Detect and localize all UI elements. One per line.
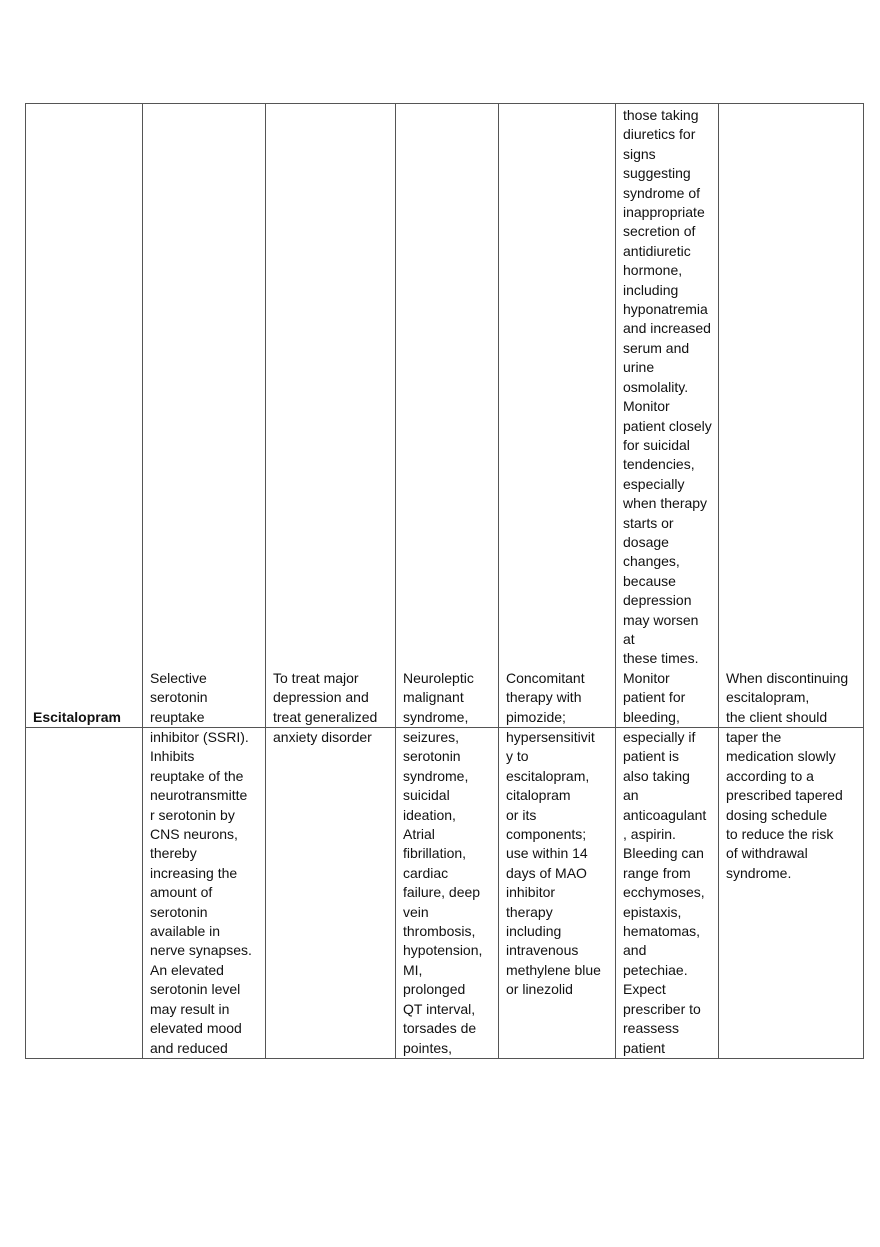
adverse-effects-text: Neuroleptic malignant syndrome,	[403, 669, 474, 725]
adverse-effects-cell	[396, 104, 499, 728]
nursing-considerations-text-continued: especially if patient is also taking an anticoagulant , aspirin. Bleeding can range from ecchymoses, epistaxis, hematomas, and petechiae. Expect prescriber to reassess patient	[623, 729, 707, 1056]
client-education-cell	[719, 104, 864, 728]
indication-text-continued: anxiety disorder	[273, 729, 372, 745]
contraindications-cell-continued	[499, 728, 616, 1059]
table-row	[26, 728, 864, 1059]
adverse-effects-text-continued: seizures, serotonin syndrome, suicidal ideation, Atrial fibrillation, cardiac failure, deep vein thrombosis, hypotension, MI, prolonged QT interval, torsades de pointes,	[403, 729, 483, 1056]
classification-cell-continued	[143, 728, 266, 1059]
classification-text: Selective serotonin reuptake	[150, 669, 208, 725]
client-education-text-continued: taper the medication slowly according to a prescribed tapered dosing schedule to reduce the risk of withdrawal syndrome.	[726, 729, 843, 881]
classification-text-continued: inhibitor (SSRI). Inhibits reuptake of the neurotransmitte r serotonin by CNS neurons, thereby increasing the amount of serotonin available in nerve synapses. An elevated serotonin level may result in elevated mood and reduced	[150, 729, 252, 1056]
table-row	[26, 104, 864, 728]
contraindications-text: Concomitant therapy with pimozide;	[506, 669, 585, 725]
indication-cell	[266, 104, 396, 728]
drug-name-cell-continued	[26, 728, 143, 1059]
nursing-considerations-text: those taking diuretics for signs suggesting syndrome of inappropriate secretion of antidiuretic hormone, including hyponatremia and increased serum and urine osmolality. Monitor patient closely for suicidal tendencies, especially when therapy starts or dosage changes, because depression may worsen at these times. Monitor patient for bleeding,	[623, 107, 712, 725]
indication-text: To treat major depression and treat generalized	[273, 669, 378, 725]
contraindications-cell	[499, 104, 616, 728]
contraindications-text-continued: hypersensitivit y to escitalopram, citalopram or its components; use within 14 days of MAO inhibitor therapy including intravenous methylene blue or linezolid	[506, 729, 601, 998]
client-education-text: When discontinuing escitalopram, the client should	[726, 669, 849, 725]
drug-name: Escitalopram	[33, 708, 121, 725]
indication-cell-continued	[266, 728, 396, 1059]
client-education-cell-continued	[719, 728, 864, 1059]
drug-name-cell	[26, 104, 143, 728]
nursing-considerations-cell-continued	[616, 728, 719, 1059]
adverse-effects-cell-continued	[396, 728, 499, 1059]
classification-cell	[143, 104, 266, 728]
medication-table	[25, 103, 864, 1059]
nursing-considerations-cell	[616, 104, 719, 728]
